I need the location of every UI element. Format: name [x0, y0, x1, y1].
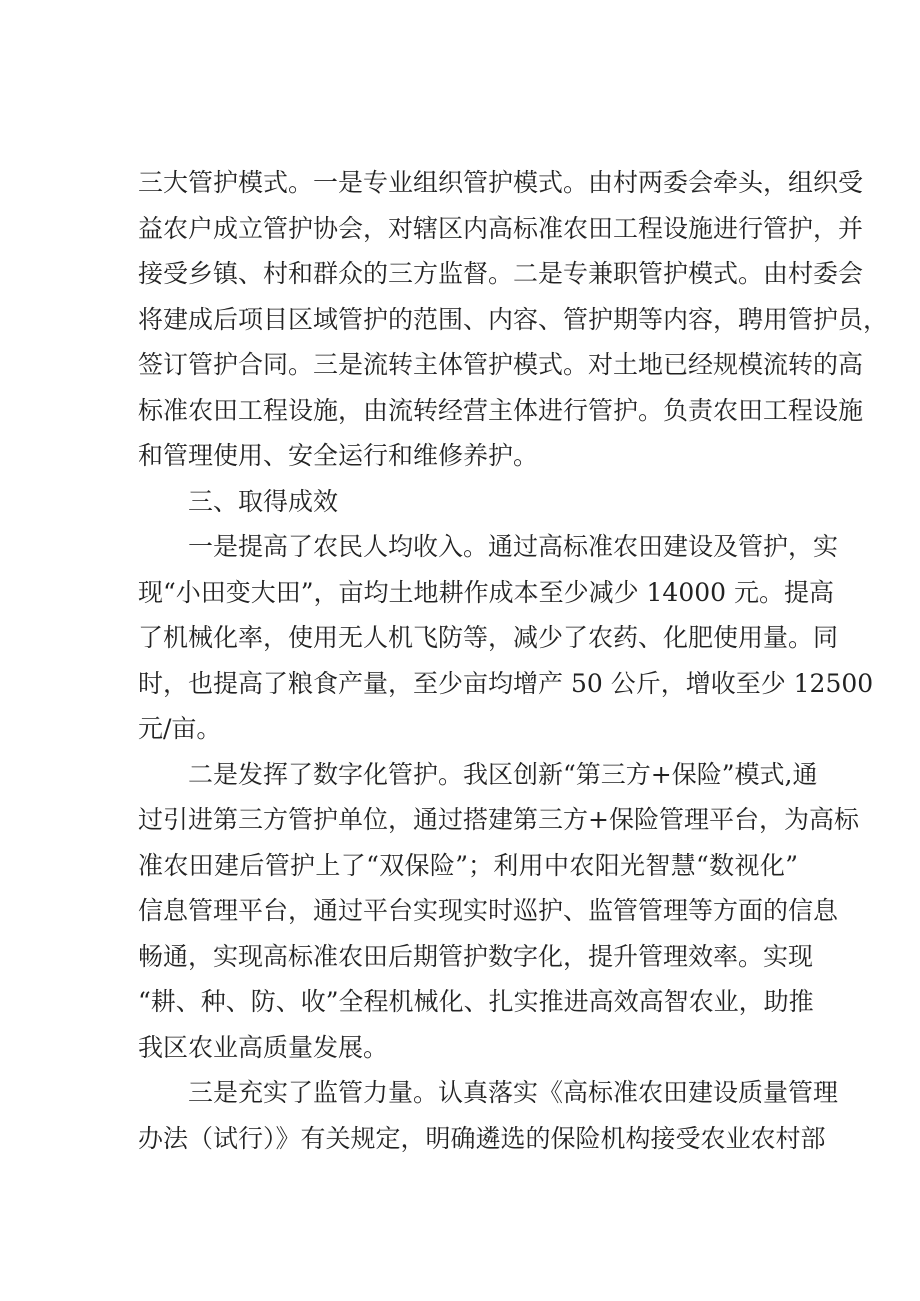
body-text-line: “耕、种、防、收”全程机械化、扎实推进高效高智农业，助推	[138, 987, 814, 1016]
body-text-line: 了机械化率，使用无人机飞防等，减少了农药、化肥使用量。同	[138, 623, 839, 652]
paragraph-first-line: 一是提高了农民人均收入。通过高标准农田建设及管护，实	[188, 532, 839, 561]
paragraph-first-line: 二是发挥了数字化管护。我区创新“第三方+保险”模式,通	[188, 760, 818, 789]
body-text-line: 过引进第三方管护单位，通过搭建第三方+保险管理平台，为高标	[138, 805, 859, 834]
body-text-line: 信息管理平台，通过平台实现实时巡护、监管管理等方面的信息	[138, 896, 839, 925]
body-text-line: 益农户成立管护协会，对辖区内高标准农田工程设施进行管护，并	[138, 214, 864, 243]
paragraph-first-line: 三是充实了监管力量。认真落实《高标准农田建设质量管理	[188, 1078, 839, 1107]
section-heading: 三、取得成效	[188, 487, 339, 516]
body-text-line: 标准农田工程设施，由流转经营主体进行管护。负责农田工程设施	[138, 396, 864, 425]
body-text-line: 时，也提高了粮食产量，至少亩均增产 50 公斤，增收至少 12500	[138, 669, 874, 698]
body-text-line: 现“小田变大田”，亩均土地耕作成本至少减少 14000 元。提高	[138, 578, 834, 607]
body-text-line: 畅通，实现高标准农田后期管护数字化，提升管理效率。实现	[138, 942, 814, 971]
body-text-line: 接受乡镇、村和群众的三方监督。二是专兼职管护模式。由村委会	[138, 259, 864, 288]
body-text-line: 元/亩。	[138, 714, 222, 743]
body-text-line: 准农田建后管护上了“双保险”；利用中农阳光智慧“数视化”	[138, 851, 798, 880]
body-text-line: 三大管护模式。一是专业组织管护模式。由村两委会牵头，组织受	[138, 168, 864, 197]
body-text-line: 将建成后项目区域管护的范围、内容、管护期等内容，聘用管护员，	[138, 305, 889, 334]
body-text-line: 签订管护合同。三是流转主体管护模式。对土地已经规模流转的高	[138, 350, 864, 379]
body-text-line: 我区农业高质量发展。	[138, 1033, 389, 1062]
body-text-line: 和管理使用、安全运行和维修养护。	[138, 441, 539, 470]
body-text-line: 办法（试行）》有关规定，明确遴选的保险机构接受农业农村部	[138, 1124, 826, 1153]
